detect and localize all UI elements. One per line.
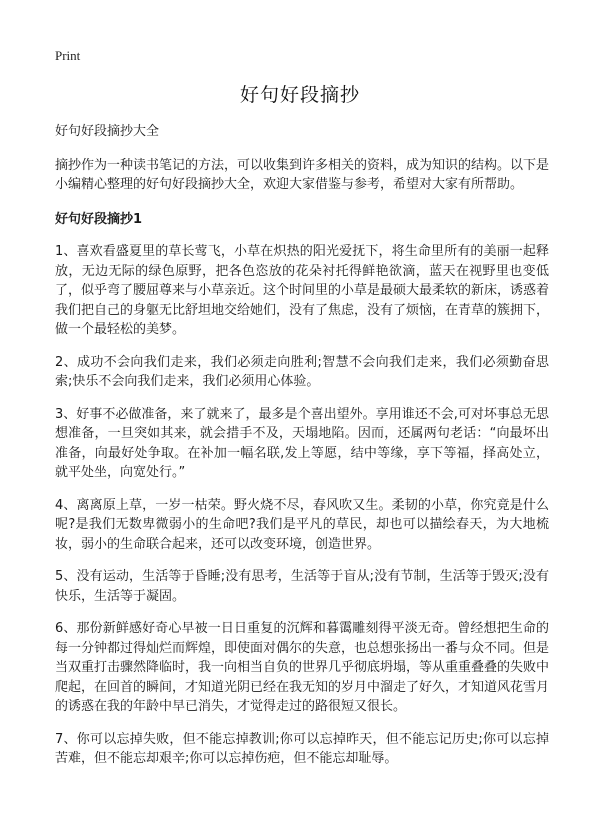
paragraph-6: 6、那份新鲜感好奇心早被一日日重复的沉辉和暮霭雕刻得平淡无奇。曾经想把生命的每一分钟都过得灿烂而辉煌，即使面对偶尔的失意，也总想张扬出一番与众不同。但是当双重打击骤然降临时，我一向相当自负的世界几乎彻底坍塌，等从重重叠叠的失败中爬起，在回首的瞬间，才知道光阴已经在我无知的岁月中溜走了好久，才知道风花雪月的诱惑在我的年龄中早已消失，才觉得走过的路很短又很长。 — [55, 621, 550, 714]
paragraph-2: 2、成功不会向我们走来，我们必须走向胜利;智慧不会向我们走来，我们必须勤奋思索;快乐不会向我们走来，我们必须用心体验。 — [55, 354, 549, 389]
page-title: 好句好段摘抄 — [239, 84, 360, 106]
intro-paragraph: 摘抄作为一种读书笔记的方法，可以收集到许多相关的资料，成为知识的结构。以下是小编精心整理的好句好段摘抄大全，欢迎大家借鉴与参考，希望对大家有所帮助。 — [55, 158, 550, 192]
paragraph-1: 1、喜欢看盛夏里的草长莺飞，小草在炽热的阳光爱抚下，将生命里所有的美丽一起释放，无边无际的绿色原野，把各色恣放的花朵衬托得鲜艳欲滴，蓝天在视野里也变低了，似乎弯了腰屈尊来与小草亲近。这个时间里的小草是最硕大最柔软的新床，诱惑着我们把自己的身躯无比舒坦地交给她们，没有了焦虑，没有了烦恼，在青草的簇拥下，做一个最轻松的美梦。 — [55, 244, 550, 337]
section-heading: 好句好段摘抄1 — [55, 212, 143, 227]
paragraph-4: 4、离离原上草，一岁一枯荣。野火烧不尽，春风吹又生。柔韧的小草，你究竟是什么呢?是我们无数卑微弱小的生命吧?我们是平凡的草民，却也可以描绘春天，为大地梳妆，弱小的生命联合起来，还可以改变环境，创造世界。 — [55, 497, 549, 552]
subtitle: 好句好段摘抄大全 — [55, 124, 160, 139]
print-link[interactable]: Print — [55, 48, 81, 63]
paragraph-5: 5、没有运动，生活等于昏睡;没有思考，生活等于盲从;没有节制，生活等于毁灭;没有快乐，生活等于凝固。 — [55, 569, 549, 604]
paragraph-3: 3、好事不必做准备，来了就来了，最多是个喜出望外。享用谁还不会,可对坏事总无思想准备，一旦突如其来，就会措手不及，天塌地陷。因而，还属两句老话：“向最坏出准备，向最好处争取。在补加一幅名联,发上等愿，结中等缘，享下等福，择高处立，就平处坐，向宽处行。” — [55, 406, 549, 480]
paragraph-7: 7、你可以忘掉失败，但不能忘掉教训;你可以忘掉昨天，但不能忘记历史;你可以忘掉苦难，但不能忘却艰辛;你可以忘掉伤疤，但不能忘却耻辱。 — [55, 731, 549, 766]
article-body — [55, 122, 549, 782]
